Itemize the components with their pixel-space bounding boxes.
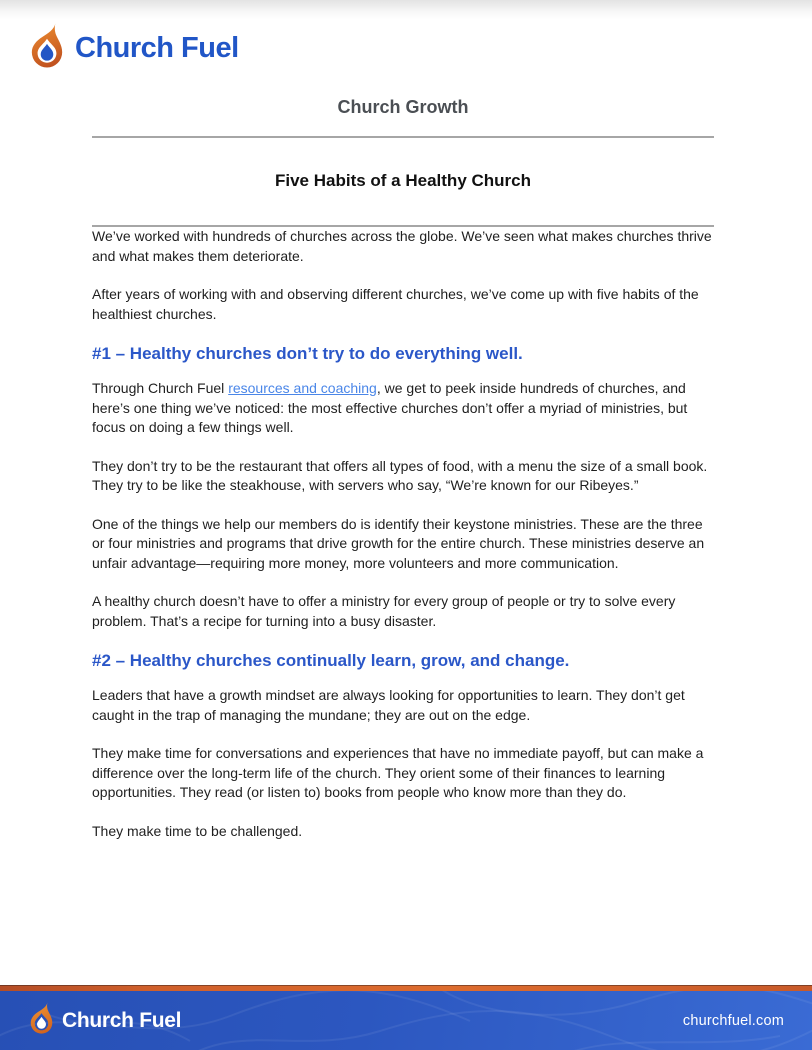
footer-brand	[28, 1002, 181, 1039]
section-1-paragraph	[92, 379, 714, 438]
section-2-heading: #2 – Healthy churches continually learn, grow, and change.	[92, 651, 570, 670]
divider	[92, 136, 714, 138]
intro-paragraph: We’ve worked with hundreds of churches across the globe. We’ve seen what makes churches thrive and what makes them deteriorate.	[92, 228, 712, 264]
section-2-paragraph: They make time to be challenged.	[92, 822, 303, 839]
paragraph-text: Through Church Fuel	[92, 380, 229, 396]
intro-paragraph: After years of working with and observing different churches, we’ve come up with five habits of the healthiest churches.	[92, 286, 699, 322]
section-1-paragraph: A healthy church doesn’t have to offer a ministry for every group of people or try to solve every problem. That’s a recipe for turning into a busy disaster.	[92, 593, 676, 629]
section-1-paragraph: They don’t try to be the restaurant that offers all types of food, with a menu the size of a small book. They try to be like the steakhouse, with servers who say, “We’re known for our Ribeyes.”	[92, 457, 708, 493]
footer-website-link[interactable]: churchfuel.com	[682, 1012, 784, 1029]
resources-and-coaching-link[interactable]: resources and coaching	[228, 380, 377, 396]
section-2-paragraph: Leaders that have a growth mindset are always looking for opportunities to learn. They don’t get caught in the trap of managing the mundane; they are out on the edge.	[92, 687, 685, 723]
header-brand	[28, 23, 239, 73]
document-title: Five Habits of a Healthy Church	[275, 171, 531, 190]
footer	[0, 985, 812, 1050]
page-top-shadow	[0, 0, 812, 20]
brand-logo-text: Church Fuel	[75, 31, 239, 64]
church-fuel-flame-icon	[28, 1002, 55, 1039]
footer-bar	[0, 991, 812, 1050]
document-body	[92, 96, 714, 860]
section-2-paragraph: They make time for conversations and experiences that have no immediate payoff, but can make a difference over the long-term life of the church. They orient some of their finances to learning opportunities. They read (or listen to) books from people who know more than they do.	[92, 745, 704, 800]
document-category: Church Growth	[337, 97, 469, 117]
church-fuel-flame-icon	[28, 23, 66, 73]
paragraph-text: , we get to peek inside hundreds of churches, and here’s one thing we’ve noticed: the most effective churches don’t offer a myriad of ministries, but focus on doing a few things well.	[92, 380, 688, 435]
footer-logo-text: Church Fuel	[62, 1008, 182, 1032]
section-1-heading: #1 – Healthy churches don’t try to do everything well.	[92, 344, 523, 363]
section-1-paragraph: One of the things we help our members do is identify their keystone ministries. These are the three or four ministries and programs that drive growth for the entire church. These ministries deserve an unfair advantage—requiring more money, more volunteers and more communication.	[92, 515, 705, 571]
